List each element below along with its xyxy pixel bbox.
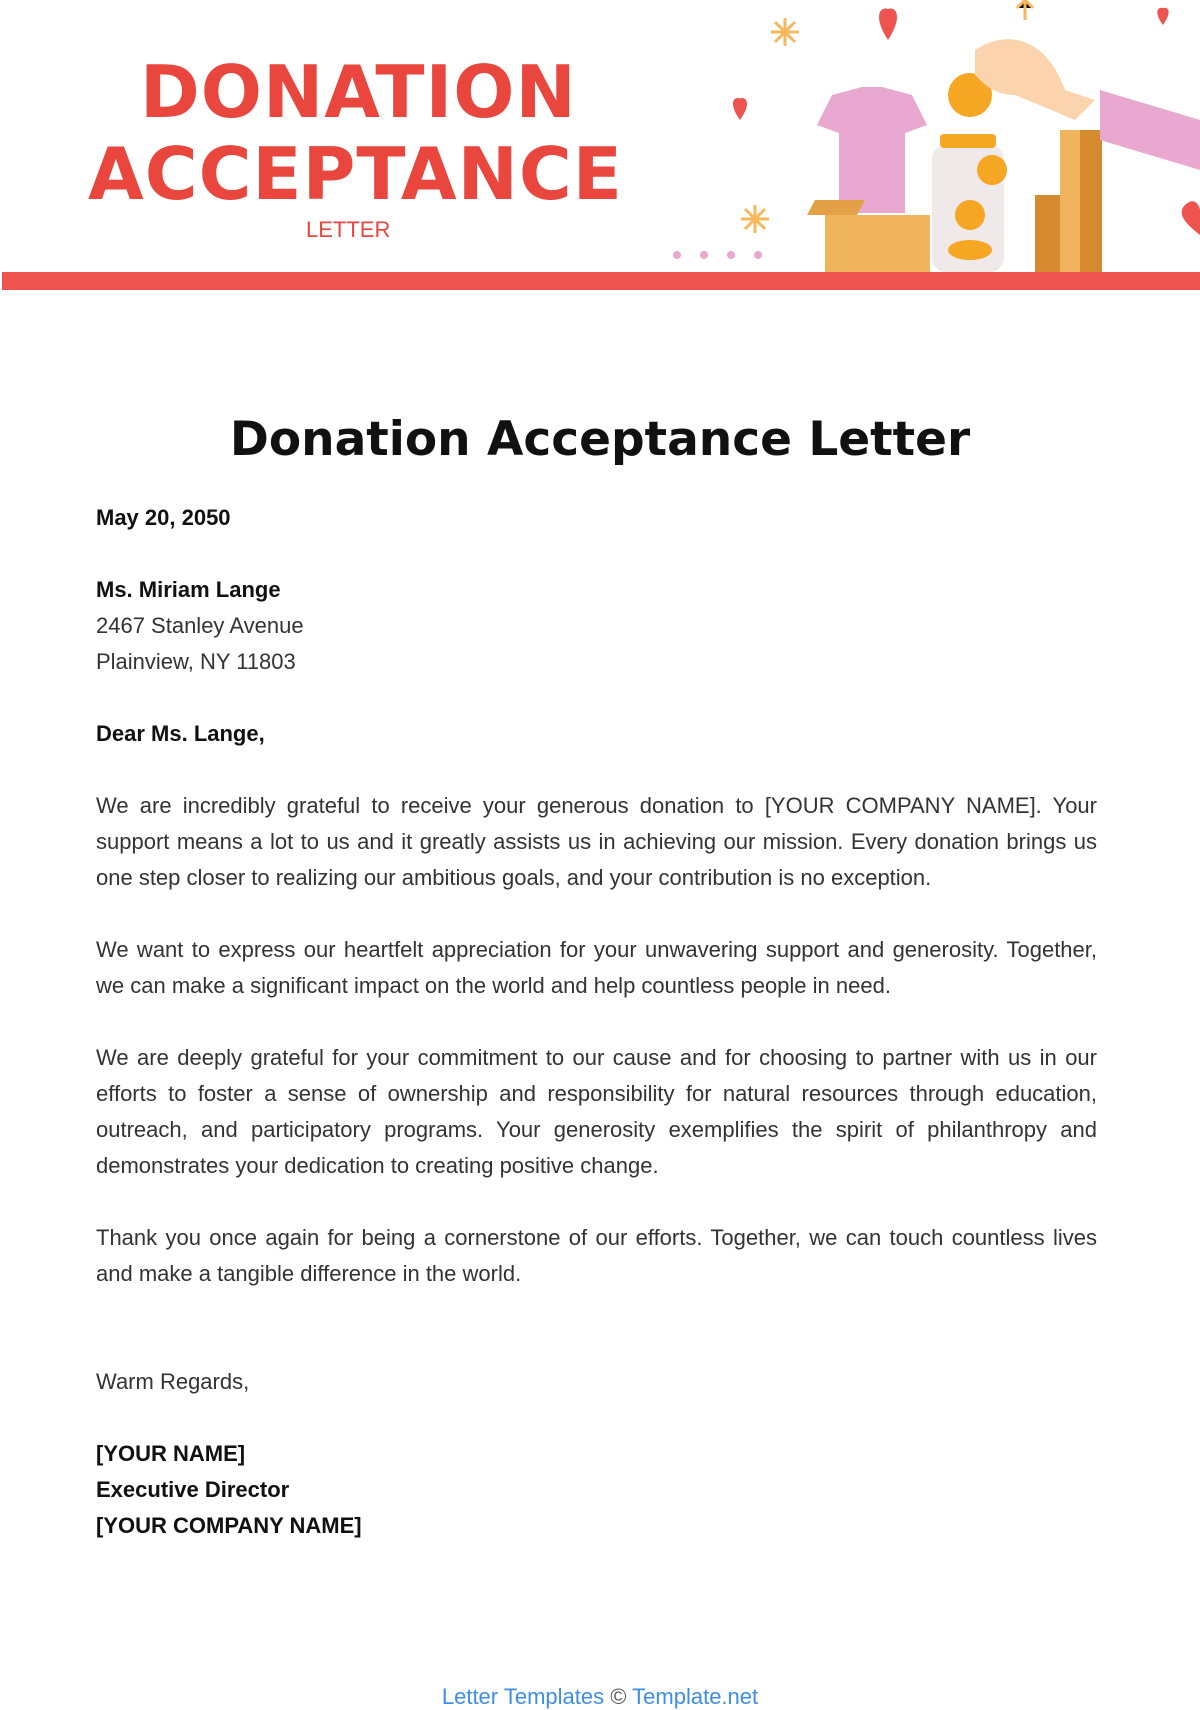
header-banner — [0, 0, 1200, 292]
closing: Warm Regards, — [96, 1369, 250, 1394]
recipient-name: Ms. Miriam Lange — [96, 577, 281, 602]
footer — [0, 1684, 1200, 1710]
shirt-icon — [817, 87, 927, 213]
signature-name: [YOUR NAME] — [96, 1441, 246, 1466]
dots — [673, 251, 762, 259]
banner-title-line2: ACCEPTANCE — [88, 132, 623, 216]
recipient-block — [96, 572, 1097, 680]
paragraph: We are incredibly grateful to receive your generous donation to [YOUR COMPANY NAME]. Your support means a lot to us and it greatly assists us in achieving our mission. Every donation brings us one step closer to realizing our ambitious goals, and your contribution is no exception. — [96, 793, 1097, 890]
page-title: Donation Acceptance Letter — [229, 412, 971, 467]
banner-title-line1: DONATION — [140, 50, 577, 134]
paragraph: Thank you once again for being a cornerstone of our efforts. Together, we can touch countless lives and make a tangible difference in the world. — [96, 1225, 1097, 1286]
banner-divider — [2, 272, 1200, 290]
paragraph: We want to express our heartfelt appreciation for your unwavering support and generosity. Together, we can make a significant impact on the world and help countless people in need. — [96, 937, 1097, 998]
recipient-address1: 2467 Stanley Avenue — [96, 613, 304, 638]
template-net-link[interactable]: Template.net — [632, 1684, 759, 1709]
signature-role: Executive Director — [96, 1477, 290, 1502]
hand-icon — [975, 39, 1095, 120]
copyright-text: © — [604, 1684, 633, 1709]
paragraph: We are deeply grateful for your commitment to our cause and for choosing to partner with us in our efforts to foster a sense of ownership and responsibility for natural resources through education, outreach, and participatory programs. Your generosity exemplifies the spirit of philanthropy and demonstrates your dedication to creating positive change. — [96, 1045, 1097, 1178]
banner-title-line3: LETTER — [306, 217, 391, 242]
letter-date: May 20, 2050 — [96, 505, 231, 530]
salutation: Dear Ms. Lange, — [96, 721, 265, 746]
box-icon — [825, 215, 930, 272]
letter-templates-link[interactable]: Letter Templates — [441, 1684, 605, 1709]
signature-block — [96, 1436, 1097, 1544]
donation-illustration — [640, 0, 1200, 272]
signature-company: [YOUR COMPANY NAME] — [96, 1513, 362, 1538]
letter-body — [96, 500, 1097, 1580]
recipient-address2: Plainview, NY 11803 — [96, 649, 296, 674]
